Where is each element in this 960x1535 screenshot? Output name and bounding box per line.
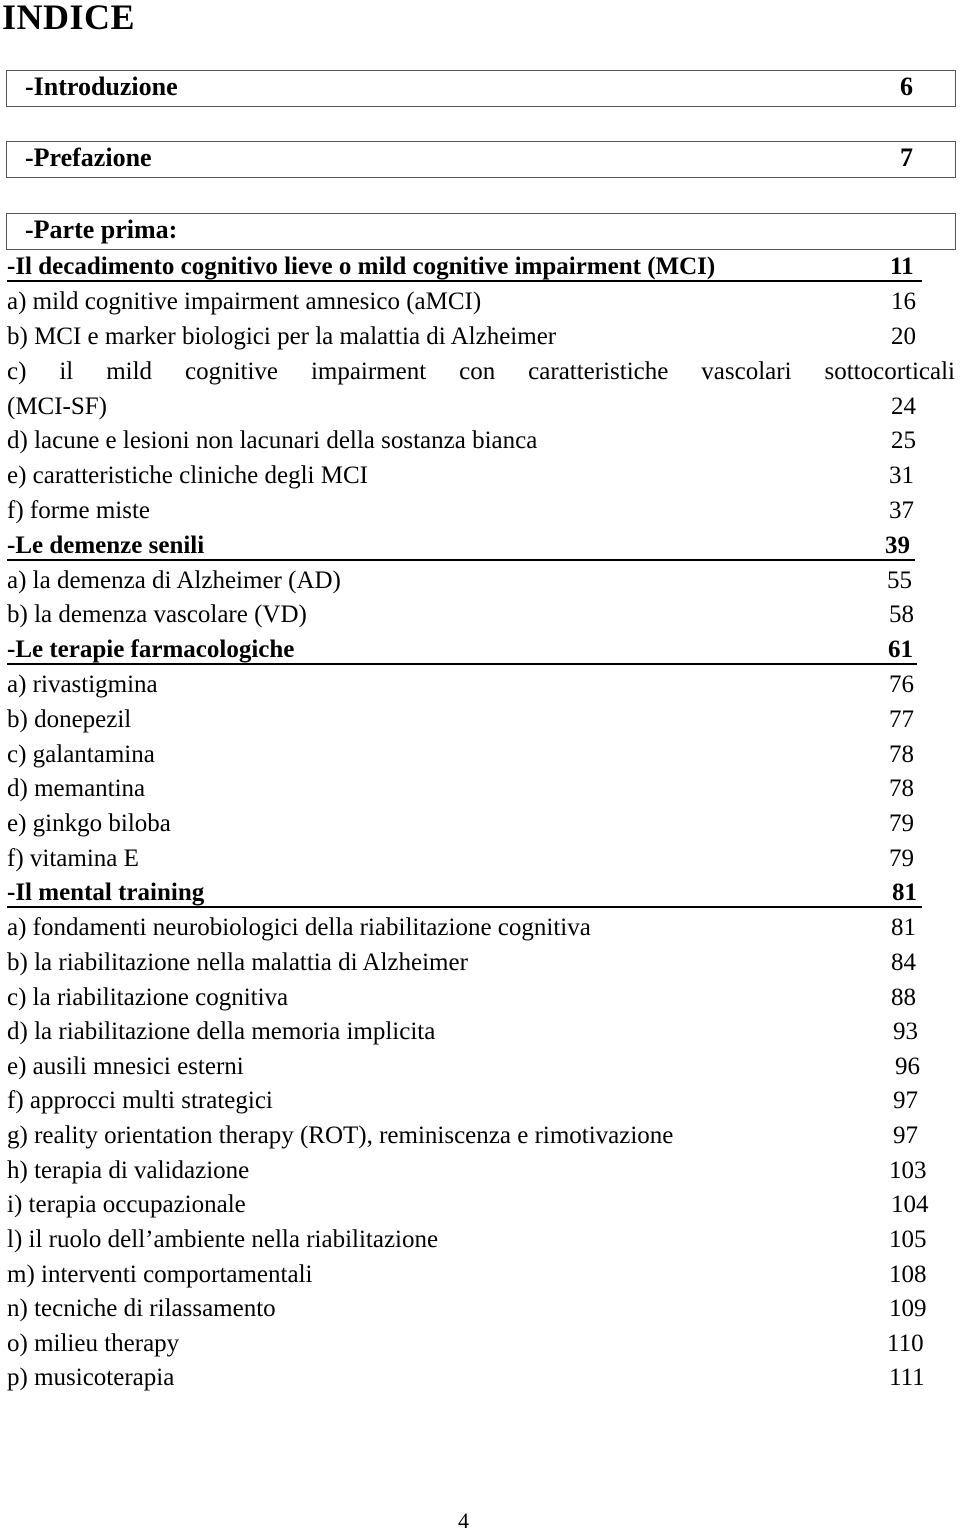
toc-entry-page: 81 — [891, 914, 916, 941]
heading-underline — [7, 906, 922, 908]
toc-entry-label: -Il decadimento cognitivo lieve o mild cognitive impairment (MCI) — [7, 253, 716, 280]
toc-entry-page: 77 — [889, 706, 914, 733]
toc-box-introduzione[interactable] — [6, 70, 956, 107]
toc-entry[interactable] — [0, 842, 960, 876]
toc-entry[interactable] — [0, 1258, 960, 1292]
toc-entry-label: c) il mild cognitive impairment con caratteristiche vascolari sottocorticali — [7, 358, 955, 385]
toc-entry-page: 97 — [893, 1122, 918, 1149]
toc-entry-page: 93 — [893, 1018, 918, 1045]
toc-entry[interactable] — [0, 1119, 960, 1153]
heading-underline — [7, 559, 915, 561]
toc-entry-label: (MCI-SF) — [7, 393, 108, 420]
toc-box-prefazione[interactable] — [6, 141, 956, 178]
toc-box-label: -Introduzione — [25, 72, 178, 101]
toc-entry-page: 24 — [891, 393, 916, 420]
toc-entry-label: o) milieu therapy — [7, 1330, 180, 1357]
toc-entry-page: 76 — [889, 671, 914, 698]
toc-entry-label: i) terapia occupazionale — [7, 1191, 246, 1218]
toc-entry-page: 37 — [889, 497, 914, 524]
toc-entry[interactable] — [0, 494, 960, 528]
toc-entry[interactable] — [0, 355, 960, 389]
toc-heading-mental-training[interactable] — [0, 876, 960, 910]
toc-entry[interactable] — [0, 981, 960, 1015]
toc-heading-mci[interactable] — [0, 250, 960, 284]
toc-entry-label: d) la riabilitazione della memoria implicita — [7, 1018, 436, 1045]
toc-heading-demenze[interactable] — [0, 529, 960, 563]
toc-entry-label: l) il ruolo dell’ambiente nella riabilitazione — [7, 1226, 439, 1253]
toc-entry-page: 103 — [889, 1157, 927, 1184]
toc-entry-label: b) donepezil — [7, 706, 132, 733]
toc-entry[interactable] — [0, 1084, 960, 1118]
toc-entry[interactable] — [0, 1050, 960, 1084]
toc-entry-page: 110 — [887, 1330, 924, 1357]
toc-entry-page: 104 — [891, 1191, 929, 1218]
toc-entry[interactable] — [0, 1292, 960, 1326]
toc-entry-page: 61 — [888, 636, 913, 663]
heading-underline — [7, 663, 917, 665]
toc-entry-label: d) memantina — [7, 775, 146, 802]
toc-entry[interactable] — [0, 1361, 960, 1395]
toc-entry-page: 79 — [889, 810, 914, 837]
heading-underline — [7, 280, 922, 282]
toc-entry-label: e) ausili mnesici esterni — [7, 1053, 244, 1080]
toc-entry-label: a) fondamenti neurobiologici della riabilitazione cognitiva — [7, 914, 591, 941]
toc-entry-label: -Le demenze senili — [7, 532, 205, 559]
toc-entry[interactable] — [0, 1223, 960, 1257]
toc-entry-label: f) approcci multi strategici — [7, 1087, 273, 1114]
toc-entry-label: b) la demenza vascolare (VD) — [7, 601, 307, 628]
page-number: 4 — [458, 1508, 469, 1533]
toc-entry-label: -Le terapie farmacologiche — [7, 636, 295, 663]
toc-entry-page: 78 — [889, 741, 914, 768]
toc-box-parte-prima[interactable] — [6, 213, 956, 250]
toc-entry-label: a) rivastigmina — [7, 671, 158, 698]
toc-entry[interactable] — [0, 598, 960, 632]
toc-entry-label: h) terapia di validazione — [7, 1157, 250, 1184]
toc-entry[interactable] — [0, 1154, 960, 1188]
toc-entry-label: b) MCI e marker biologici per la malattia di Alzheimer — [7, 323, 557, 350]
toc-box-label: -Prefazione — [25, 143, 152, 172]
toc-entry-label: e) ginkgo biloba — [7, 810, 171, 837]
toc-entry-page: 11 — [890, 253, 914, 280]
toc-box-page: 7 — [900, 143, 913, 172]
toc-entry[interactable] — [0, 703, 960, 737]
toc-entry-page: 78 — [889, 775, 914, 802]
toc-entry[interactable] — [0, 459, 960, 493]
toc-entry-page: 25 — [891, 427, 916, 454]
toc-entry-label: c) la riabilitazione cognitiva — [7, 984, 289, 1011]
toc-entry[interactable] — [0, 320, 960, 354]
toc-entry-page: 81 — [892, 879, 917, 906]
toc-entry[interactable] — [0, 946, 960, 980]
toc-entry[interactable] — [0, 807, 960, 841]
toc-entry-label: e) caratteristiche cliniche degli MCI — [7, 462, 368, 489]
toc-entry-page: 108 — [889, 1261, 927, 1288]
toc-entry[interactable] — [0, 390, 960, 424]
toc-entry-label: -Il mental training — [7, 879, 205, 906]
toc-entry-label: d) lacune e lesioni non lacunari della sostanza bianca — [7, 427, 538, 454]
toc-heading-terapie[interactable] — [0, 633, 960, 667]
toc-entry-page: 39 — [885, 532, 910, 559]
toc-entry-label: b) la riabilitazione nella malattia di Alzheimer — [7, 949, 468, 976]
toc-entry-label: m) interventi comportamentali — [7, 1261, 313, 1288]
toc-entry-page: 97 — [893, 1087, 918, 1114]
toc-entry-page: 84 — [891, 949, 916, 976]
toc-box-label: -Parte prima: — [25, 215, 178, 244]
toc-entry[interactable] — [0, 668, 960, 702]
toc-entry-page: 111 — [889, 1364, 925, 1391]
toc-entry[interactable] — [0, 1327, 960, 1361]
toc-entry[interactable] — [0, 1015, 960, 1049]
toc-entry-label: p) musicoterapia — [7, 1364, 175, 1391]
toc-entry[interactable] — [0, 424, 960, 458]
toc-entry-page: 55 — [887, 567, 912, 594]
toc-entry[interactable] — [0, 772, 960, 806]
toc-entry-label: a) mild cognitive impairment amnesico (aMCI) — [7, 288, 482, 315]
toc-entry[interactable] — [0, 911, 960, 945]
toc-entry[interactable] — [0, 738, 960, 772]
toc-entry-page: 109 — [889, 1295, 927, 1322]
toc-entry-label: f) vitamina E — [7, 845, 139, 872]
toc-entry-label: a) la demenza di Alzheimer (AD) — [7, 567, 341, 594]
toc-entry-page: 96 — [895, 1053, 920, 1080]
toc-entry-label: c) galantamina — [7, 741, 155, 768]
toc-entry[interactable] — [0, 564, 960, 598]
toc-entry-label: g) reality orientation therapy (ROT), reminiscenza e rimotivazione — [7, 1122, 674, 1149]
toc-entry-label: n) tecniche di rilassamento — [7, 1295, 276, 1322]
toc-entry[interactable] — [0, 1188, 960, 1222]
toc-entry-page: 79 — [889, 845, 914, 872]
toc-entry-page: 31 — [889, 462, 914, 489]
toc-box-page: 6 — [900, 72, 913, 101]
toc-entry[interactable] — [0, 285, 960, 319]
toc-entry-page: 88 — [891, 984, 916, 1011]
page-title: INDICE — [2, 0, 136, 37]
toc-entry-page: 58 — [889, 601, 914, 628]
toc-entry-page: 105 — [889, 1226, 927, 1253]
toc-entry-label: f) forme miste — [7, 497, 151, 524]
toc-entry-page: 20 — [891, 323, 916, 350]
toc-entry-page: 16 — [891, 288, 916, 315]
